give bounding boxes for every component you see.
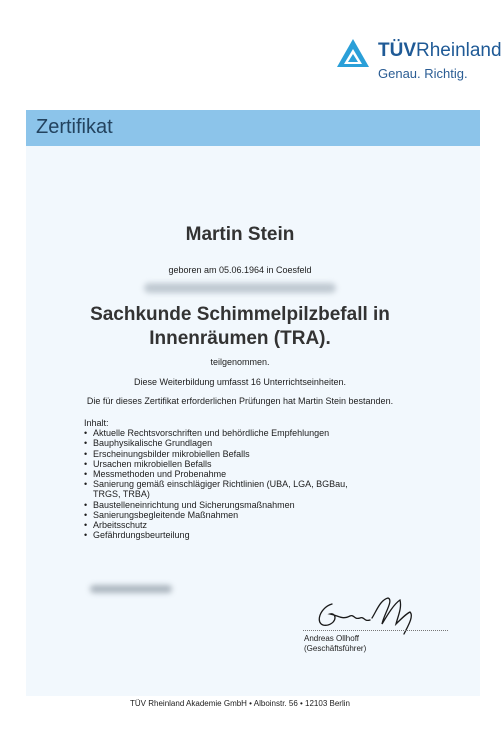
list-item: • Baustelleneinrichtung und Sicherungsmaßnahmen bbox=[84, 500, 464, 510]
content-list bbox=[84, 428, 464, 540]
list-item: • Arbeitsschutz bbox=[84, 520, 464, 530]
redacted-date bbox=[90, 585, 172, 593]
birth-info: geboren am 05.06.1964 in Coesfeld bbox=[168, 265, 312, 275]
participated-text: teilgenommen. bbox=[210, 357, 270, 367]
course-title-line1: Sachkunde Schimmelpilzbefall in bbox=[90, 304, 390, 325]
recipient-name: Martin Stein bbox=[185, 224, 295, 245]
course-title-line2: Innenräumen (TRA). bbox=[149, 328, 331, 349]
list-item: • Erscheinungsbilder mikrobiellen Befalls bbox=[84, 449, 464, 459]
list-item: • Sanierungsbegleitende Maßnahmen bbox=[84, 510, 464, 520]
tuv-triangle-icon bbox=[336, 38, 370, 68]
signatory bbox=[304, 634, 366, 654]
redacted-text bbox=[144, 283, 336, 293]
brand-slogan: Genau. Richtig. bbox=[378, 66, 468, 81]
list-item: • Ursachen mikrobiellen Befalls bbox=[84, 459, 464, 469]
brand-name: TÜVRheinland bbox=[378, 40, 502, 61]
document-title: Zertifikat bbox=[36, 116, 113, 138]
title-banner bbox=[26, 110, 480, 146]
signature-line bbox=[303, 630, 448, 631]
course-title bbox=[0, 303, 480, 351]
list-item: • Aktuelle Rechtsvorschriften und behördliche Empfehlungen bbox=[84, 428, 464, 438]
footer-address: TÜV Rheinland Akademie GmbH • Alboinstr. 56 • 12103 Berlin bbox=[130, 699, 350, 708]
list-item: • Gefährdungsbeurteilung bbox=[84, 530, 464, 540]
exam-passed-text: Die für dieses Zertifikat erforderlichen Prüfungen hat Martin Stein bestanden. bbox=[86, 396, 394, 406]
list-item: • Sanierung gemäß einschlägiger Richtlinien (UBA, LGA, BGBau, TRGS, TRBA) bbox=[84, 479, 348, 499]
course-content bbox=[84, 418, 464, 540]
tuv-rheinland-logo bbox=[336, 36, 502, 86]
content-heading: Inhalt: bbox=[84, 418, 109, 428]
signatory-name: Andreas Ollhoff bbox=[304, 634, 359, 643]
signatory-role: (Geschäftsführer) bbox=[304, 644, 367, 653]
list-item: • Messmethoden und Probenahme bbox=[84, 469, 464, 479]
list-item: • Bauphysikalische Grundlagen bbox=[84, 438, 464, 448]
units-text: Diese Weiterbildung umfasst 16 Unterrichtseinheiten. bbox=[134, 377, 346, 387]
